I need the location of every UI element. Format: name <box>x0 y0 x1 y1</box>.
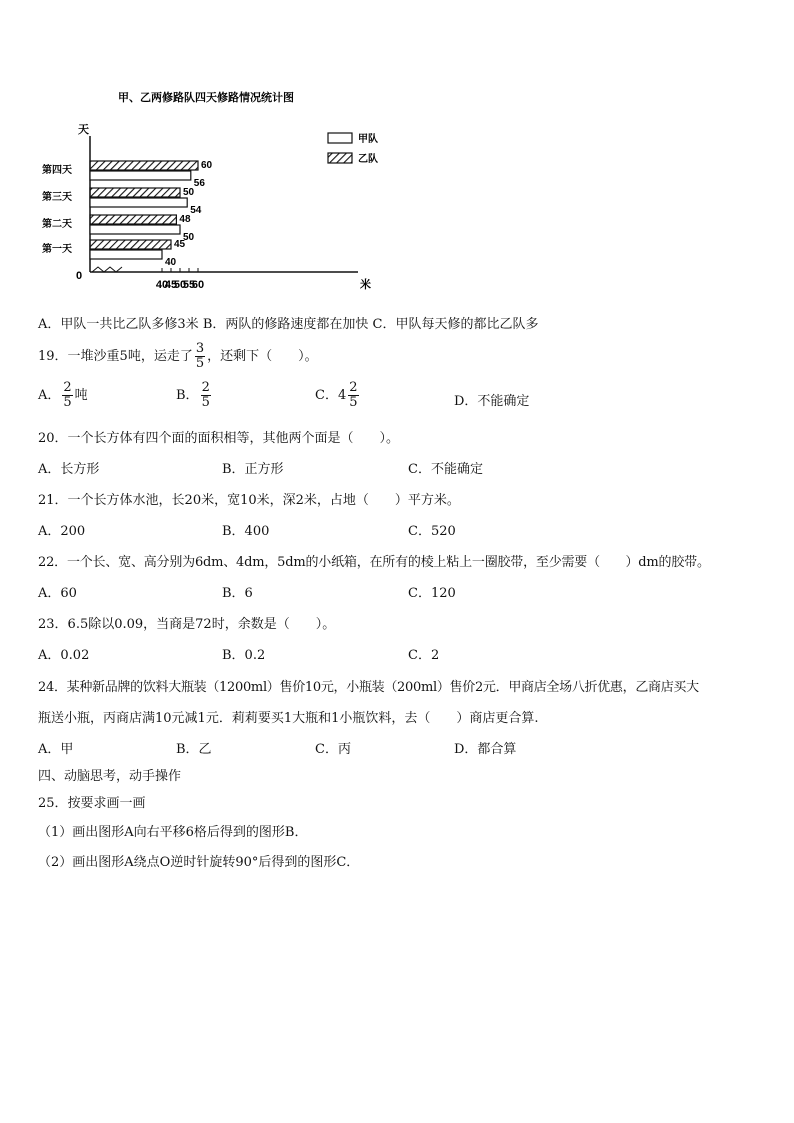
category-label: 第二天 <box>42 219 72 230</box>
category-label: 第四天 <box>42 165 72 176</box>
bar-jia <box>90 250 162 259</box>
q20-option-a[interactable]: A．长方形 <box>38 462 100 477</box>
q22-stem: 22．一个长、宽、高分别为6dm、4dm，5dm的小纸箱，在所有的棱上粘上一圈胶带，至少需要（ ）dm的胶带。 <box>38 555 710 570</box>
q24-option-d[interactable]: D．都合算 <box>454 742 517 757</box>
category-label: 第三天 <box>42 192 72 203</box>
q20-stem: 20．一个长方体有四个面的面积相等，其他两个面是（ ）。 <box>38 431 400 446</box>
x-tick-label: 40 <box>155 279 169 291</box>
y-axis-label: 天 <box>78 124 89 136</box>
q23-option-b[interactable]: B．0.2 <box>222 648 266 663</box>
q23-option-c[interactable]: C．2 <box>408 648 440 663</box>
q18-option-b[interactable]: B．两队的修路速度都在加快 <box>202 317 369 332</box>
q25-part-2: （2）画出图形A绕点O逆时针旋转90°后得到的图形C． <box>38 855 360 870</box>
q18-options <box>38 313 538 332</box>
bar-yi <box>90 215 176 224</box>
q23-stem: 23．6.5除以0.09，当商是72时，余数是（ ）。 <box>38 617 336 632</box>
q21-stem: 21．一个长方体水池，长20米，宽10米，深2米，占地（ ）平方米。 <box>38 493 460 508</box>
x-tick-label: 60 <box>191 279 205 291</box>
q24-stem-line1: 24．某种新品牌的饮料大瓶装（1200ml）售价10元，小瓶装（200ml）售价2元．甲商店全场八折优惠，乙商店买大 <box>38 680 699 695</box>
section-4-heading: 四、动脑思考，动手操作 <box>38 769 182 784</box>
data-label-yi: 45 <box>174 239 186 250</box>
q22-option-b[interactable]: B．6 <box>222 586 253 601</box>
x-tick-label: 55 <box>182 279 196 291</box>
legend-swatch-yi <box>328 153 352 163</box>
q25-part-1: （1）画出图形A向右平移6格后得到的图形B． <box>38 825 308 840</box>
bar-jia <box>90 198 187 207</box>
q18-option-c[interactable]: C．甲队每天修的都比乙队多 <box>372 317 539 332</box>
x-tick-label: 45 <box>164 279 178 291</box>
chart-title: 甲、乙两修路队四天修路情况统计图 <box>118 92 294 104</box>
q19-option-b[interactable]: B． $\frac{2}{5}$ <box>176 380 210 410</box>
q24-option-a[interactable]: A．甲 <box>38 742 74 757</box>
legend-label-jia: 甲队 <box>358 134 378 145</box>
q22-option-c[interactable]: C．120 <box>408 586 456 601</box>
q24-option-b[interactable]: B．乙 <box>176 742 212 757</box>
q23-option-a[interactable]: A．0.02 <box>38 648 90 663</box>
q20-option-b[interactable]: B．正方形 <box>222 462 284 477</box>
q22-option-a[interactable]: A．60 <box>38 586 77 601</box>
q19-stem: 19．一堆沙重5吨，运走了 $\frac{3}{5}$ ，还剩下（ ）。 <box>38 341 318 371</box>
x-tick-label: 50 <box>173 279 187 291</box>
legend-swatch-jia <box>328 133 352 143</box>
bar-chart <box>38 86 398 296</box>
bar-yi <box>90 188 180 197</box>
data-label-jia: 40 <box>165 257 177 268</box>
q19-option-a[interactable]: A． $\frac{2}{5}$ 吨 <box>38 380 88 410</box>
bar-jia <box>90 171 191 180</box>
q19-option-d[interactable]: D．不能确定 <box>454 394 530 409</box>
data-label-yi: 48 <box>179 214 191 225</box>
category-label: 第一天 <box>42 244 72 255</box>
legend-label-yi: 乙队 <box>358 154 378 165</box>
q18-option-a[interactable]: A．甲队一共比乙队多修3米 <box>38 317 199 332</box>
bar-yi <box>90 240 171 249</box>
q21-option-c[interactable]: C．520 <box>408 524 456 539</box>
q24-option-c[interactable]: C．丙 <box>315 742 351 757</box>
data-label-jia: 50 <box>183 232 195 243</box>
bar-yi <box>90 161 198 170</box>
fraction-3-5: $\frac{3}{5}$ <box>195 341 205 371</box>
q25-stem: 25．按要求画一画 <box>38 796 146 811</box>
q21-option-a[interactable]: A．200 <box>38 524 86 539</box>
bar-jia <box>90 225 180 234</box>
data-label-jia: 54 <box>190 205 202 216</box>
data-label-yi: 50 <box>183 187 195 198</box>
q19-option-c[interactable]: C．4 $\frac{2}{5}$ <box>315 380 358 410</box>
q21-option-b[interactable]: B．400 <box>222 524 270 539</box>
data-label-yi: 60 <box>201 160 213 171</box>
x-axis-label: 米 <box>360 279 371 291</box>
q24-stem-line2: 瓶送小瓶，丙商店满10元减1元．莉莉要买1大瓶和1小瓶饮料，去（ ）商店更合算. <box>38 711 539 726</box>
origin-label: 0 <box>76 270 83 282</box>
q20-option-c[interactable]: C．不能确定 <box>408 462 483 477</box>
data-label-jia: 56 <box>193 178 205 189</box>
